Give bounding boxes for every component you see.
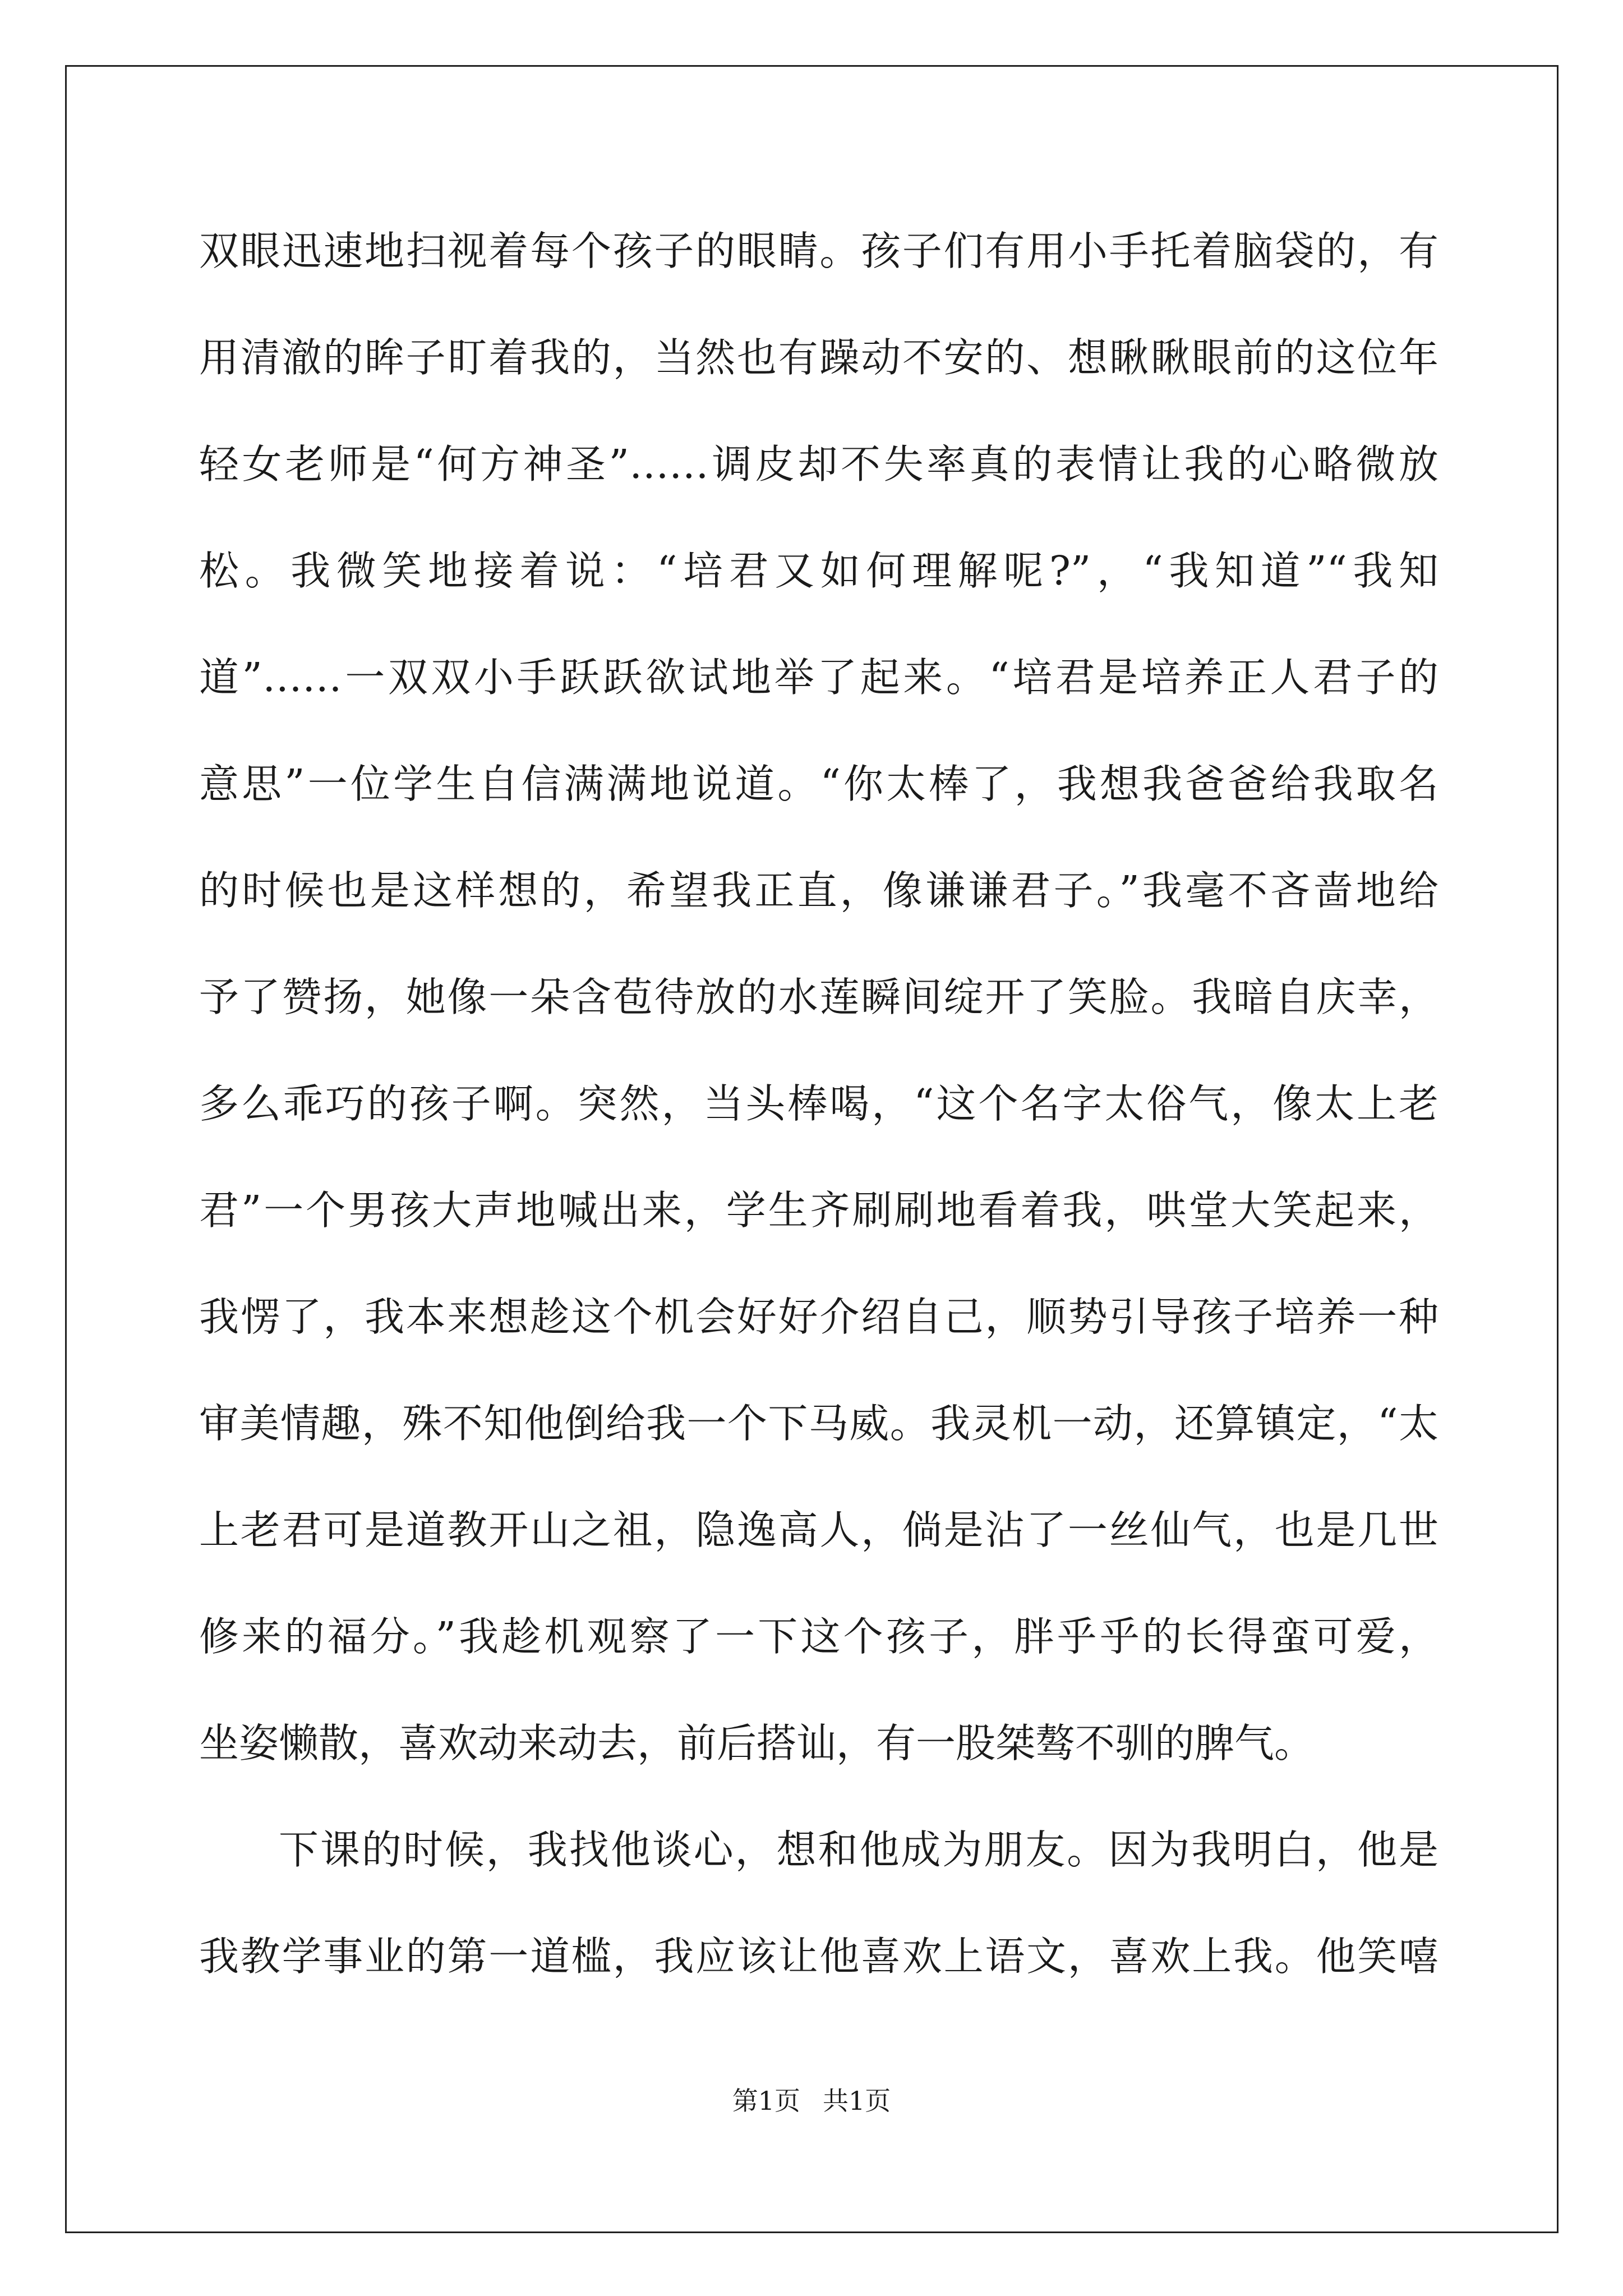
- paragraph-2: [199, 1816, 1438, 2030]
- text-line: 上老君可是道教开山之祖，隐逸高人，倘是沾了一丝仙气，也是几世: [199, 1507, 1438, 1553]
- text-line: 轻女老师是“何方神圣”……调皮却不失率真的表情让我的心略微放: [199, 441, 1438, 487]
- text-line: 修来的福分。”我趁机观察了一下这个孩子，胖乎乎的长得蛮可爱，: [199, 1613, 1438, 1660]
- page-footer: [0, 2084, 1623, 2118]
- text-line: 下课的时候，我找他谈心，想和他成为朋友。因为我明白，他是: [279, 1826, 1438, 1873]
- text-line: 我教学事业的第一道槛，我应该让他喜欢上语文，喜欢上我。他笑嘻: [199, 1933, 1438, 1980]
- text-line: 坐姿懒散，喜欢动来动去，前后搭讪，有一股桀骜不驯的脾气。: [199, 1720, 1315, 1766]
- document-body: [199, 218, 1438, 2030]
- text-line: 多么乖巧的孩子啊。突然，当头棒喝，“这个名字太俗气，像太上老: [199, 1080, 1438, 1127]
- text-line: 予了赞扬，她像一朵含苞待放的水莲瞬间绽开了笑脸。我暗自庆幸，: [199, 974, 1438, 1020]
- page-number-total: 共1页: [823, 2086, 891, 2116]
- text-line: 道”……一双双小手跃跃欲试地举了起来。“培君是培养正人君子的: [199, 654, 1438, 701]
- page-number-current: 第1页: [732, 2086, 800, 2116]
- text-line: 君”一个男孩大声地喊出来，学生齐刷刷地看着我，哄堂大笑起来，: [199, 1187, 1438, 1234]
- text-line: 用清澈的眸子盯着我的，当然也有躁动不安的、想瞅瞅眼前的这位年: [199, 334, 1438, 381]
- text-line: 双眼迅速地扫视着每个孩子的眼睛。孩子们有用小手托着脑袋的，有: [199, 228, 1438, 274]
- text-line: 松。我微笑地接着说：“培君又如何理解呢?”，“我知道”“我知: [199, 547, 1438, 594]
- text-line: 意思”一位学生自信满满地说道。“你太棒了，我想我爸爸给我取名: [199, 761, 1438, 807]
- text-line: 审美情趣，殊不知他倒给我一个下马威。我灵机一动，还算镇定，“太: [199, 1400, 1438, 1447]
- paragraph-1: [199, 218, 1438, 1816]
- text-line: 的时候也是这样想的，希望我正直，像谦谦君子。”我毫不吝啬地给: [199, 867, 1438, 914]
- text-line: 我愣了，我本来想趁这个机会好好介绍自己，顺势引导孩子培养一种: [199, 1294, 1438, 1340]
